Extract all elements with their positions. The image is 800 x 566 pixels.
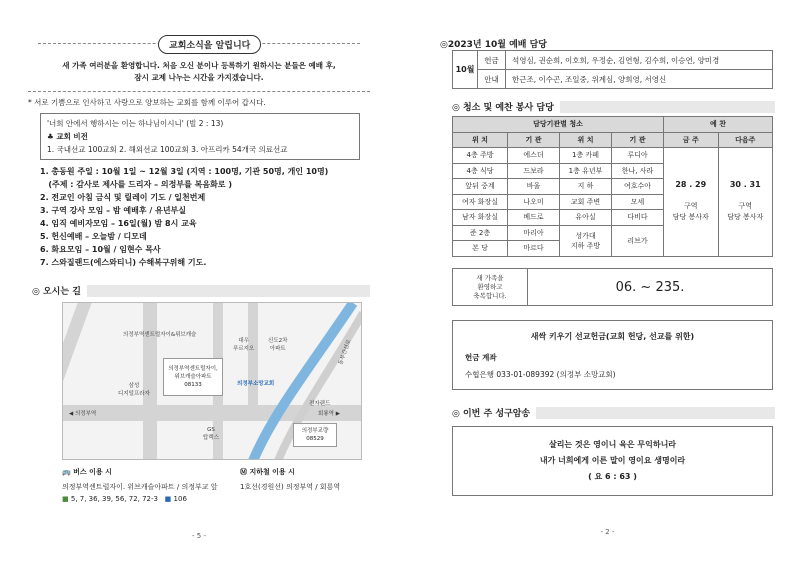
verse-line-2: 내가 너희에게 이른 말이 영이요 생명이라 xyxy=(539,456,686,465)
cell-org: 마리아 xyxy=(508,225,560,241)
map-shindo: 신도2차 아파트 xyxy=(268,338,288,352)
bus-stop: 의정부역센트럴자이. 위브캐슬아파트 / 의정부교 앞 xyxy=(62,483,218,491)
col-this-week: 금 주 xyxy=(664,132,719,148)
mission-title: 새싹 키우기 선교헌금(교회 헌당, 선교를 위한) xyxy=(530,332,695,341)
cell-place: 남자 화장실 xyxy=(453,210,508,226)
account-text: 수협은행 033-01-089392 (의정부 소망교회) xyxy=(465,370,616,379)
directions-title: ◎ 오시는 길 xyxy=(32,287,81,297)
vision-title: ♣ 교회 비전 xyxy=(47,132,88,141)
map-gs: GS 탑렉스 xyxy=(203,427,219,441)
bus-extra: 106 xyxy=(173,495,187,503)
cell-org: 바울 xyxy=(508,179,560,195)
cleaning-header xyxy=(452,100,775,113)
next-week: 30 . 31 xyxy=(729,180,761,190)
map-daewoo: 대우 푸르지오 xyxy=(233,338,255,352)
cell-place: 1층 카페 xyxy=(560,148,612,164)
worship-title: ◎2023년 10월 예배 담당 xyxy=(440,40,547,50)
zone-label: 구역 담당 봉사자 xyxy=(727,202,764,222)
map-left-road: ◀ 의정부역 xyxy=(69,411,97,417)
cleaning-title: ◎ 청소 및 예찬 봉사 담당 xyxy=(452,103,554,113)
cell-org: 드보라 xyxy=(508,163,560,179)
this-week-cell xyxy=(664,148,719,257)
announcement-list xyxy=(40,165,370,269)
duty-table xyxy=(452,50,773,89)
cell-place: 여자 화장실 xyxy=(453,194,508,210)
verse-box xyxy=(452,426,773,496)
account-label: 헌금 계좌 xyxy=(465,353,497,362)
cell-org: 나오미 xyxy=(508,194,560,210)
bus-numbers: 5, 7, 36, 39, 56, 72, 72-3 xyxy=(70,495,158,503)
announcement-item: (주제 : 감사로 제사를 드리자 – 의정부를 복음화로 ) xyxy=(40,180,232,189)
cell-place: 4층 주방 xyxy=(453,148,508,164)
this-week: 28 . 29 xyxy=(675,180,707,190)
page-number-left: - 5 - xyxy=(192,532,206,540)
bus-info: 🚌 버스 이용 시 의정부역센트럴자이. 위브캐슬아파트 / 의정부교 앞 ■ 5, 7, 36, 39, 56, 72, 72-3 ■ 106 xyxy=(62,468,218,503)
col-place: 위 치 xyxy=(453,132,508,148)
cell-org: 다비다 xyxy=(612,210,664,226)
group-cleaning: 담당기관별 청소 xyxy=(453,117,664,133)
vision-box xyxy=(40,113,360,160)
zone-label: 구역 담당 봉사자 xyxy=(672,202,709,222)
duty-role: 안내 xyxy=(478,70,506,89)
col-next-week: 다음주 xyxy=(718,132,773,148)
cell-org: 리브가 xyxy=(612,225,664,256)
map-apt2: 의정부역센트럴자이, 위브캐슬아파트 08133 xyxy=(163,358,223,396)
cell-place: 본 당 xyxy=(453,241,508,257)
map-highway: 동부간선로 xyxy=(337,338,353,366)
col-org: 기 관 xyxy=(612,132,664,148)
cell-org: 에스더 xyxy=(508,148,560,164)
map-church: 의정부소망교회 xyxy=(237,381,275,387)
verse-title: ◎ 이번 주 성구암송 xyxy=(452,409,531,419)
announcement-item: 2. 전교인 아침 금식 및 릴레이 기도 / 일천번제 xyxy=(40,193,206,202)
cell-place: 1층 유년부 xyxy=(560,163,612,179)
col-org: 기 관 xyxy=(508,132,560,148)
announcement-item: 3. 구역 강사 모임 – 밤 예배후 / 유년부실 xyxy=(40,206,186,215)
verse-reference: ( 요 6 : 63 ) xyxy=(588,472,637,481)
newcomer-box xyxy=(452,268,773,306)
announcement-item: 4. 임직 예비자모임 – 16일(월) 밤 8시 교육 xyxy=(40,219,197,228)
cell-place: 유아실 xyxy=(560,210,612,226)
cell-place: 지 하 xyxy=(560,179,612,195)
bus-title: 버스 이용 시 xyxy=(73,468,112,476)
page-number-right: - 2 - xyxy=(600,528,615,536)
col-place: 위 치 xyxy=(560,132,612,148)
announcement-item: 6. 화요모임 – 10월 / 임현수 목사 xyxy=(40,245,161,254)
subway-title: 지하철 이용 시 xyxy=(249,468,295,476)
cell-place: 성가대 지하 주방 xyxy=(560,225,612,256)
divider xyxy=(28,91,370,92)
greeting-note: * 서로 기쁨으로 인사하고 사랑으로 양보하는 교회를 함께 이루어 갑시다. xyxy=(28,98,266,107)
group-praise: 예 찬 xyxy=(664,117,773,133)
map-right-road: 회룡역 ▶ xyxy=(318,411,340,417)
next-week-cell xyxy=(718,148,773,257)
table-row xyxy=(453,148,773,164)
cell-org: 루디아 xyxy=(612,148,664,164)
duty-names: 석영심, 권순희, 이호희, 우정순, 김연형, 김수희, 이승연, 양미경 xyxy=(506,51,773,70)
welcome-line-2: 잠시 교제 나누는 시간을 가지겠습니다. xyxy=(134,73,264,82)
cell-org: 여호수아 xyxy=(612,179,664,195)
welcome-line-1: 새 가족 여러분을 환영합니다. 처음 오신 분이나 등록하기 원하시는 분들은 예배 후, xyxy=(62,61,336,70)
cell-place: 교회 주변 xyxy=(560,194,612,210)
verse: '너희 안에서 행하시는 이는 하나님이시니' (빌 2 : 13) xyxy=(47,119,224,128)
cleaning-table xyxy=(452,116,773,257)
notice-title: 교회소식을 알립니다 xyxy=(158,35,261,54)
newcomer-label: 새 가족을 환영하고 축복합니다. xyxy=(453,269,528,305)
map-electric: 전자랜드 xyxy=(309,401,331,407)
cell-org: 마르다 xyxy=(508,241,560,257)
bus-icon: 🚌 xyxy=(62,468,71,476)
map xyxy=(62,302,362,460)
newcomer-range: 06. ~ 235. xyxy=(615,279,685,295)
subway-text: 1호선(경원선) 의정부역 / 회룡역 xyxy=(240,483,341,491)
subway-icon: Ⓜ xyxy=(240,468,247,476)
left-page xyxy=(28,30,370,550)
duty-names: 한근조, 이수곤, 조일중, 위계심, 양희영, 서영신 xyxy=(506,70,773,89)
cell-org: 모세 xyxy=(612,194,664,210)
cell-place: 준 2층 xyxy=(453,225,508,241)
cell-place: 4층 식당 xyxy=(453,163,508,179)
directions-header xyxy=(32,284,370,297)
vision-text: 1. 국내선교 100교회 2. 해외선교 100교회 3. 아프리카 54개국 의료선교 xyxy=(47,145,288,154)
verse-header xyxy=(452,406,775,419)
mission-box xyxy=(452,320,773,390)
announcement-item: 5. 헌신예배 – 오늘밤 / 디모데 xyxy=(40,232,147,241)
duty-role: 헌금 xyxy=(478,51,506,70)
right-page xyxy=(440,30,775,550)
cell-org: 한나, 사라 xyxy=(612,163,664,179)
announcement-item: 7. 스와질랜드(에스와티니) 수해복구위해 기도. xyxy=(40,258,207,267)
map-office: 의정부교량 08529 xyxy=(293,423,337,447)
announcement-item: 1. 총동원 주일 : 10월 1일 ~ 12월 3일 (지역 : 100명, 기관 50명, 개인 10명) xyxy=(40,167,329,176)
map-apt1: 의정부역센트럴자이&위브캐슬 xyxy=(123,332,197,338)
cell-org: 베드로 xyxy=(508,210,560,226)
verse-line-1: 살리는 것은 영이니 육은 무익하니라 xyxy=(548,440,677,449)
duty-month: 10월 xyxy=(453,51,478,89)
subway-info xyxy=(240,466,340,493)
map-samsung: 삼성 디지털프라자 xyxy=(118,383,150,397)
cell-place: 앞뒤 중계 xyxy=(453,179,508,195)
